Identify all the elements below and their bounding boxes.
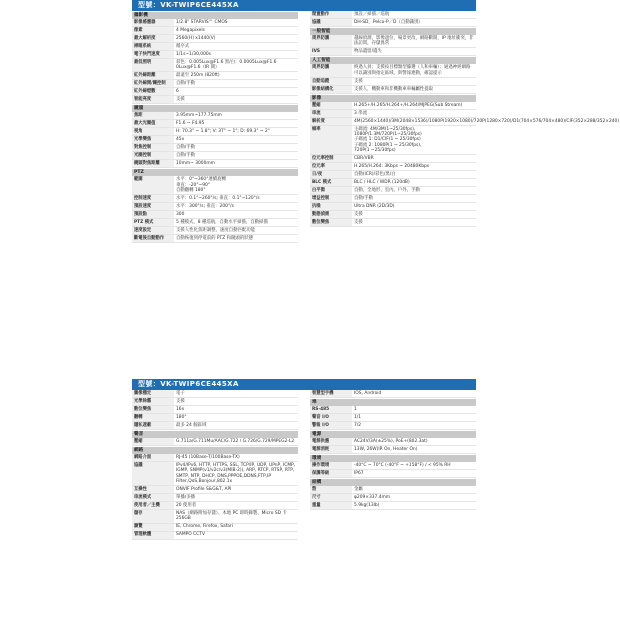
- spec-row: [310, 486, 476, 494]
- spec-row: [310, 195, 476, 203]
- spec-column-right: [304, 390, 476, 540]
- spec-label: 位元率控制: [310, 155, 352, 162]
- spec-label: 紅外線燈數: [132, 88, 174, 95]
- spec-value: SAMPO CCTV: [176, 532, 205, 538]
- spec-row: [132, 211, 298, 219]
- section-header: 電源: [310, 431, 476, 438]
- spec-row: [310, 187, 476, 195]
- spec-label: 協議: [310, 19, 352, 26]
- spec-value: 金屬: [354, 486, 363, 492]
- spec-row: [310, 155, 476, 163]
- spec-label: RS-485: [310, 406, 352, 413]
- spec-row: [132, 120, 298, 128]
- spec-label: 位元率: [310, 163, 352, 170]
- spec-value: 7/2: [354, 422, 362, 428]
- spec-value: H: 70.3° ~ 1.8°; V: 37° ~ 1°; D: 69.3° ~ 2°: [176, 129, 270, 135]
- spec-row: [132, 43, 298, 51]
- spec-label: 光圈控制: [132, 152, 174, 159]
- spec-label: 像素: [132, 27, 174, 34]
- spec-row: [132, 398, 298, 406]
- spec-value: 1: [354, 406, 357, 412]
- spec-label: 解析度: [310, 118, 352, 125]
- spec-label: IVS: [310, 48, 352, 55]
- spec-label: 數位變焦: [310, 219, 352, 226]
- spec-row: [310, 35, 476, 48]
- spec-label: 隱私遮蔽: [132, 422, 174, 429]
- spec-label: 串流: [310, 110, 352, 117]
- spec-row: [132, 72, 298, 80]
- spec-row: [132, 502, 298, 510]
- spec-value: IP67: [354, 470, 364, 476]
- spec-sheet-2: [132, 379, 476, 619]
- spec-value: 45x: [176, 137, 185, 143]
- section-header: 攝影機: [132, 12, 298, 19]
- spec-value: 終過人員；支援按目標類型篩選（人和車輛）；通過神經網路可以識別與指定區域，與警報連動，確認提示: [354, 65, 471, 76]
- model-title-bar: 型號：VK-TWIP6CE445XA: [132, 0, 476, 11]
- spec-value: 5 種模式，8 種巡航，自動水平掃描，自動掃描: [176, 220, 268, 226]
- spec-value: IOS, Android: [354, 390, 382, 396]
- spec-row: [132, 112, 298, 120]
- spec-value: 水平：0°~360°連續旋轉 垂直：-20°~90° 自動翻轉 180°: [176, 177, 226, 194]
- spec-value: 支援人，機動車和非機動車車輛屬性提取: [354, 86, 434, 92]
- spec-label: 動態偵測: [310, 211, 352, 218]
- spec-row: [132, 462, 298, 486]
- spec-value: 1/2.8" STARVIS™ CMOS: [176, 19, 228, 25]
- spec-row: [132, 203, 298, 211]
- spec-row: [132, 19, 298, 27]
- section-header: PTZ: [132, 169, 298, 176]
- spec-row: [132, 27, 298, 35]
- spec-value: 3.95mm~177.75mm: [176, 113, 222, 119]
- spec-value: 1/1: [354, 414, 362, 420]
- section-header: 聲音: [132, 431, 298, 438]
- spec-label: 閒置動作: [310, 11, 352, 18]
- spec-row: [310, 78, 476, 86]
- spec-label: 影像感應器: [132, 19, 174, 26]
- spec-value: AC24V/3A(±25%), PoE+(802.3at): [354, 438, 428, 444]
- spec-value: 16x: [176, 406, 185, 412]
- spec-value: 彩色：0.005Lux@F1.6 黑/白：0.0005Lux@F1.6 0Lux@F1.6（IR 開）: [176, 59, 277, 71]
- spec-value: 單播/多播: [176, 495, 196, 501]
- spec-row: [310, 19, 476, 27]
- spec-value: Ultra DNR (2D/3D): [354, 204, 395, 210]
- spec-row: [310, 422, 476, 430]
- spec-value: 最多 24 個區域: [176, 422, 207, 428]
- spec-row: [310, 126, 476, 156]
- spec-label: 周界防護: [310, 64, 352, 76]
- spec-label: 壓縮: [132, 438, 174, 445]
- spec-value: DH-SD，Pelco-P／D（自動識別）: [354, 19, 423, 25]
- spec-value: 支援: [354, 212, 363, 218]
- spec-row: [132, 144, 298, 152]
- spec-label: 斷電後自動動作: [132, 235, 174, 242]
- spec-value: 水平：0.1°~260°/s; 垂直：0.1°~120°/s: [176, 196, 260, 202]
- spec-value: -40°C ~ 70°C (-40°F ~ +158°F) / < 95% RH: [354, 462, 451, 468]
- spec-label: 白平衡: [310, 187, 352, 194]
- section-header: 環境: [310, 455, 476, 462]
- spec-label: 儲存: [132, 510, 174, 522]
- spec-value: 自動/手動: [176, 145, 196, 151]
- spec-value: 2560(H) x1440(V): [176, 35, 216, 41]
- spec-value: 自動，全地形，室內，戶外，手動: [354, 188, 420, 194]
- spec-label: 自動追蹤: [310, 78, 352, 85]
- spec-row: [310, 48, 476, 56]
- spec-label: 最大解析度: [132, 35, 174, 42]
- spec-row: [132, 80, 298, 88]
- spec-label: 警報 I/O: [310, 422, 352, 429]
- spec-row: [310, 406, 476, 414]
- spec-label: 重量: [310, 502, 352, 509]
- spec-label: 智慧型手機: [310, 390, 352, 397]
- spec-row: [132, 227, 298, 235]
- spec-row: [132, 136, 298, 144]
- section-header: 埠: [310, 399, 476, 406]
- spec-value: CBR/VBR: [354, 156, 374, 162]
- spec-label: 光學變焦: [132, 136, 174, 143]
- spec-column-right: [304, 11, 620, 243]
- spec-row: [132, 96, 298, 104]
- spec-value: φ209×337.4mm: [354, 494, 391, 500]
- spec-value: 支援: [176, 97, 185, 103]
- spec-row: [310, 219, 476, 227]
- spec-row: [310, 470, 476, 478]
- spec-value: 自動/手動: [176, 81, 196, 87]
- spec-value: 電子: [176, 390, 185, 396]
- spec-label: 翻轉: [132, 414, 174, 421]
- spec-row: [132, 486, 298, 494]
- spec-row: [132, 176, 298, 195]
- spec-value: 主碼流: 4M/3M(1~25/30fps), 1080P/1.3M/720P(1~25/30fps) 子碼流 1: D1/CIF(1 ~ 25/30fps) 子碼流 2: 1080P(1 ~ 25/30fps), 720P(1 ~25/30fps): [354, 126, 422, 154]
- spec-value: H.265/H.264: 3Kbps ~ 20480Kbps: [354, 164, 430, 170]
- spec-row: [132, 235, 298, 243]
- spec-row: [132, 195, 298, 203]
- spec-value: 自動/手動: [176, 153, 196, 159]
- spec-row: [310, 110, 476, 118]
- spec-row: [132, 454, 298, 462]
- spec-row: [132, 152, 298, 160]
- spec-row: [310, 390, 476, 398]
- spec-value: 預設／掃描／巡航: [354, 11, 390, 17]
- spec-row: [310, 502, 476, 510]
- spec-row: [132, 35, 298, 43]
- spec-label: 鏡頭對焦距離: [132, 160, 174, 167]
- spec-row: [132, 414, 298, 422]
- section-header: 網路: [132, 447, 298, 454]
- spec-value: 300: [176, 212, 185, 218]
- spec-value: RJ-45 (10Base-T/100Base-TX): [176, 454, 240, 460]
- spec-label: 紅外線開/關控制: [132, 80, 174, 87]
- spec-value: 20 使用者: [176, 503, 197, 509]
- spec-label: 聲音 I/O: [310, 414, 352, 421]
- spec-row: [310, 203, 476, 211]
- spec-label: PTZ 模式: [132, 219, 174, 226]
- spec-value: G.711a/G.711Mu/AAC/G.722 / G.726/G.729/MPEG2-L2: [176, 438, 295, 444]
- spec-value: 4 Megapixels: [176, 27, 205, 33]
- spec-row: [310, 414, 476, 422]
- section-header: 一般智能: [310, 28, 476, 35]
- spec-label: 管理軟體: [132, 532, 174, 539]
- spec-label: BLC 模式: [310, 179, 352, 186]
- spec-value: 越線偵測，影像遮位，場景更改，網路斷開，IP 地址衝突，非法訪問，存儲異常: [354, 35, 474, 47]
- spec-value: F1.6 ~ F4.95: [176, 121, 205, 127]
- spec-row: [132, 406, 298, 414]
- spec-label: 使用者／主機: [132, 502, 174, 509]
- spec-value: ONVIF Profile S&G&T, API: [176, 487, 232, 493]
- spec-label: 殼: [310, 486, 352, 493]
- spec-value: 自動恢復到停電前的 PTZ 和鏡頭的狀態: [176, 236, 253, 242]
- spec-label: 影像結構化: [310, 86, 352, 93]
- spec-label: 電源供應: [310, 438, 352, 445]
- spec-value: 10mm~ 3000mm: [176, 161, 215, 167]
- spec-value: 水平：300°/s; 垂直：200°/s: [176, 204, 234, 210]
- spec-value: 最遠至 250m (820ft): [176, 73, 220, 79]
- spec-label: 預設速度: [132, 203, 174, 210]
- spec-value: 物品遺留/遺失: [354, 49, 382, 55]
- spec-value: BLC / HLC / WDR (120dB): [354, 180, 410, 186]
- spec-label: 保護等級: [310, 470, 352, 477]
- spec-row: [132, 88, 298, 96]
- spec-label: 串流模式: [132, 494, 174, 501]
- spec-label: 光學除霧: [132, 398, 174, 405]
- spec-value: 6: [176, 89, 179, 95]
- spec-label: 日/夜: [310, 171, 352, 178]
- spec-value: 180°: [176, 414, 187, 420]
- section-header: 人工智能: [310, 57, 476, 64]
- spec-value: 13W, 26W(IR On, Heater On): [354, 446, 418, 452]
- spec-label: 視角: [132, 128, 174, 135]
- spec-row: [310, 102, 476, 110]
- spec-row: [310, 211, 476, 219]
- spec-row: [132, 51, 298, 59]
- spec-label: 焦距: [132, 112, 174, 119]
- spec-row: [132, 128, 298, 136]
- spec-value: H.265+/H.265/H.264+/H.264/MJPEG(Sub Stream): [354, 102, 463, 108]
- spec-label: 最低照明: [132, 59, 174, 71]
- spec-label: 速度設定: [132, 227, 174, 234]
- spec-label: 增益控制: [310, 195, 352, 202]
- spec-label: 數位變焦: [132, 406, 174, 413]
- spec-label: 預設點: [132, 211, 174, 218]
- spec-label: 尺寸: [310, 494, 352, 501]
- spec-row: [310, 118, 620, 126]
- spec-label: 對焦控制: [132, 144, 174, 151]
- spec-row: [310, 462, 476, 470]
- spec-value: IE, Chrome, Firefox, Safari: [176, 524, 233, 530]
- spec-row: [310, 163, 476, 171]
- section-header: 鏡頭: [132, 105, 298, 112]
- spec-row: [132, 422, 298, 430]
- spec-column-left: [132, 390, 304, 540]
- spec-label: 電子快門速度: [132, 51, 174, 58]
- spec-label: 周界防護: [310, 35, 352, 47]
- spec-value: 4M(2560×1440)/3M(2048×1536)/1080P(1920×1080)/720P(1280×720)/D1(704×576/704×480)/CIF(352×288/352×240): [354, 118, 620, 124]
- spec-value: 支援: [354, 78, 363, 84]
- spec-row: [132, 59, 298, 72]
- spec-value: IPv4/IPv6, HTTP, HTTPS, SSL, TCP/IP, UDP, UPnP, ICMP, IGMP, SNMP(v1/v2c/v3(MIB-2)), ARP, RTCP, RTSP, RTP, SMTP, NTP, DHCP, DNS,PPPOE,DDNS,FTP,IP Filter,QoS,Bonjour,802.1x: [176, 462, 296, 485]
- spec-value: 循序式: [176, 43, 190, 49]
- spec-value: 1/1s~1/30,000s: [176, 51, 211, 57]
- spec-sheet-1: [132, 0, 620, 357]
- spec-value: 支援: [354, 220, 363, 226]
- spec-column-left: [132, 11, 304, 243]
- spec-row: [132, 219, 298, 227]
- spec-row: [310, 11, 476, 19]
- spec-label: 協議: [132, 462, 174, 485]
- spec-row: [132, 390, 298, 398]
- model-title-bar: 型號：VK-TWIP6CE445XA: [132, 379, 476, 390]
- spec-row: [310, 179, 476, 187]
- spec-label: 控制速度: [132, 195, 174, 202]
- spec-label: 範圍: [132, 176, 174, 194]
- spec-row: [132, 494, 298, 502]
- spec-label: 圖像穩定: [132, 390, 174, 397]
- spec-label: 操作環境: [310, 462, 352, 469]
- spec-row: [310, 171, 476, 179]
- section-header: 影像: [310, 95, 476, 102]
- spec-row: [132, 438, 298, 446]
- spec-label: 最大光圈值: [132, 120, 174, 127]
- spec-label: 互操性: [132, 486, 174, 493]
- spec-label: 掃瞄系統: [132, 43, 174, 50]
- spec-value: 自動(ICR)/彩色/黑/白: [354, 172, 396, 178]
- spec-value: 3 串流: [354, 110, 367, 116]
- spec-label: 幀率: [310, 126, 352, 155]
- section-header: 結構: [310, 479, 476, 486]
- spec-value: 支援人性化焦距調整，速度自動匹配功能: [176, 228, 256, 234]
- spec-value: 5.9kg(13lb): [354, 502, 380, 508]
- spec-row: [132, 532, 298, 540]
- spec-value: 自動/手動: [354, 196, 374, 202]
- spec-label: 網路介面: [132, 454, 174, 461]
- spec-row: [310, 86, 476, 94]
- spec-label: 壓縮: [310, 102, 352, 109]
- spec-label: 抗噪: [310, 203, 352, 210]
- spec-row: [132, 510, 298, 523]
- spec-row: [310, 64, 476, 77]
- spec-row: [310, 494, 476, 502]
- spec-row: [132, 160, 298, 168]
- spec-label: 紅外線距離: [132, 72, 174, 79]
- spec-row: [310, 438, 476, 446]
- spec-value: NAS（網路附加存儲）、本地 PC 即時錄製、Micro SD 卡 256GB: [176, 511, 287, 522]
- spec-value: 支援: [176, 398, 185, 404]
- spec-label: 智能亮度: [132, 96, 174, 103]
- spec-label: 瀏覽: [132, 524, 174, 531]
- spec-row: [132, 524, 298, 532]
- spec-row: [310, 446, 476, 454]
- spec-label: 電源消耗: [310, 446, 352, 453]
